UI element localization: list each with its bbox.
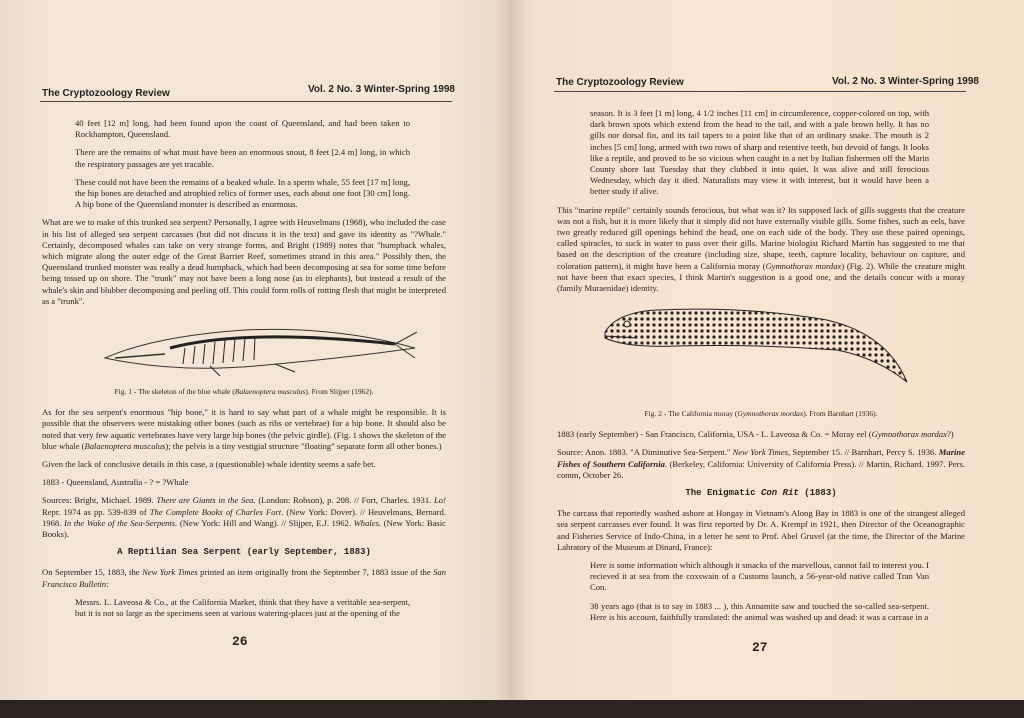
italic-text: There are Giants in the Sea.: [156, 495, 256, 506]
blue-whale-skeleton-figure: [95, 318, 425, 388]
body-text-bottom: [557, 408, 965, 630]
italic-text: The Complete Books of Charles Fort: [149, 506, 282, 517]
header-rule: [40, 101, 452, 102]
text-run: ); the pelvis is a tiny vestigial structure "floating" separate form all other bones.): [165, 440, 442, 451]
text-run: (New York: Basic Books).: [42, 517, 446, 540]
text-run: There are the remains of what must have been an enormous snout, 8 feet [2.4 m] long, in which the respiratory passages are yet tracable.: [75, 147, 410, 169]
paragraph: [557, 447, 965, 481]
body-text-top: [557, 108, 965, 301]
text-run: This "marine reptile" certainly sounds ferocious, but what was it? Its supposed lack of gills suggests that the creature was not a fish, but it is more likely that it simply did not have externally visible gills. Some fishes, such as eels, have two greatly reduced gill openings behind the head, one on each side of the body. They use these paired openings, called spiracles, to suck in water to pass over their gills. Marine biologist Richard Martin has suggested to me that based on the description of the creature (including size, shape, teeth, capture locality, behaviour on capture, and coloration pattern), it might have been a California moray (: [557, 204, 965, 271]
paragraph: [42, 177, 446, 211]
italic-text: Balaenoptera musculus: [84, 440, 166, 451]
text-run: 1883 (early September) - San Francisco, California, USA - L. Laveosa & Co. = Moray eel (: [557, 429, 872, 440]
header-rule: [554, 91, 966, 92]
paragraph: [42, 459, 446, 470]
italic-text: Balaenoptera musculus: [234, 387, 306, 396]
text-run: , September 15. // Barnhart, Percy S. 1936.: [788, 447, 939, 458]
italic-text: Gymnothorax mordax: [871, 429, 947, 440]
text-run: ) (Fig. 2). While the creature might not have been that exact species, I think Martin's suggestion is a good one, and the details concur with a moray (family Muraenidae) identity.: [557, 260, 966, 294]
paragraph: [42, 407, 446, 452]
text-run: Repr. 1974 as pp. 539-839 of: [42, 506, 150, 517]
figure-caption: [557, 408, 965, 419]
journal-title: The Cryptozoology Review: [556, 77, 684, 88]
paragraph: [42, 477, 446, 488]
italic-text: Lo!: [434, 495, 446, 506]
text-run: Given the lack of conclusive details in this case, a (questionable) whale identity seems a safe bet.: [42, 459, 376, 470]
text-run: season. It is 3 feet [1 m] long, 4 1/2 inches [11 cm] in circumference, copper-colored on top, with dark brown spots which extend from the head to the tail, and with a pale brown belly. It has no gills nor dorsal fin, and its tail tapers to a point like that of an ordinary snake. The mouth is 2 inches [5 cm] long, armed with two rows of sharp and retentive teeth, but devoid of fangs. It looks like a reptile, and proved to be so vicious when caught in a net by Italian fishermen off the Marin County shore last Tuesday that they clubbed it into quiet. It was alive and still ferocious Wednesday, which day it died. Naturalists may view it with interest, but it would have been a better study if alive.: [590, 108, 929, 197]
text-run: 1883 - Queensland, Australia - ? = ?Whale: [42, 477, 189, 488]
text-run: Messrs. L. Laveosa & Co., at the California Market, think that they have a veritable sea-serpent, but it is not so large as the specimens seen at various watering-places just at the opening of the: [75, 596, 410, 619]
text-run: What are we to make of this trunked sea serpent? Personally, I agree with Heuvelmans (1968), who included the case in his list of alleged sea serpent carcasses (but did not discuss it in the text) and gave its identity as "?Whale." Certainly, decomposed whales can take on very strange forms, and Bright (1989) notes that "humpback whales, which migrate along the outer edge of the Great Barrier Reef, sometimes strand in this area." Possibly then, the Queensland trunked monster was really a dead humpback, which had been decomposing at sea for some time before being tossed up on shore. The "trunk" may not have been a long nose (as in elephants), but instead a result of the whale's skin and blubber decomposing and peeling off. This could form rolls of rotting flesh that might be interpreted as a "trunk".: [42, 217, 446, 306]
italic-text: Gymnothorax mordax: [737, 409, 804, 418]
text-run: Fig. 1 - The skeleton of the blue whale (: [114, 387, 235, 396]
issue-label: Vol. 2 No. 3 Winter-Spring 1998: [832, 76, 979, 87]
section-heading: [42, 547, 446, 558]
text-run: printed an item originally from the September 7, 1883 issue of the: [197, 567, 434, 578]
text-run: ). From Barnhart (1936).: [803, 409, 878, 418]
italic-text: New York Times: [732, 447, 788, 458]
italic-text: New York Times: [142, 567, 198, 578]
section-heading: [557, 488, 965, 499]
paragraph: [557, 429, 965, 440]
journal-title: The Cryptozoology Review: [42, 88, 170, 99]
right-page-27: [512, 0, 1024, 700]
paragraph: [42, 495, 446, 540]
text-run: ). From Slijper (1962).: [305, 387, 374, 396]
italic-text: Gymnothorax mordax: [765, 260, 842, 271]
paragraph: [557, 205, 965, 295]
text-run: On September 15, 1883, the: [42, 567, 143, 578]
text-run: . (New York: Dover). // Heuvelmans, Bernard. 1968.: [42, 506, 446, 528]
issue-label: Vol. 2 No. 3 Winter-Spring 1998: [308, 84, 455, 95]
italic-text: Con Rit: [761, 488, 799, 499]
text-run: (1883): [798, 488, 837, 499]
paragraph: [557, 601, 965, 623]
text-run: 38 years ago (that is to say in 1883 ... ), this Annamite saw and touched the so-called sea-serpent. Here is his account, faithfully translated: the animal was washed up and dead: it was a carcase in a: [590, 600, 929, 622]
text-run: . (Berkeley, California: University of California Press). // Martin, Richard. 1997. Pers. comm, October 26.: [557, 458, 965, 480]
paragraph: [42, 118, 446, 140]
text-run: The Enigmatic: [685, 488, 761, 499]
page-number: 26: [232, 634, 248, 649]
text-run: Source: Anon. 1883. "A Diminutive Sea-Serpent.": [557, 447, 733, 458]
italic-text: Marine Fishes of Southern California: [557, 447, 966, 469]
text-run: These could not have been the remains of a beaked whale. In a sperm whale, 55 feet [17 m] long, the hip bones are detached and atrophied relics of former uses, each about one foot [30 cm] long. A hip bone of the Queensland monster is described as enormous.: [75, 176, 410, 210]
text-run: 40 feet [12 m] long, had been found upon the coast of Queensland, and had been taken to Rockhampton, Queensland.: [75, 118, 410, 140]
text-run: ?): [946, 429, 954, 440]
california-moray-figure: [597, 298, 917, 398]
paragraph: [42, 567, 446, 589]
body-text-bottom: [42, 386, 446, 626]
page-number: 27: [752, 640, 768, 655]
text-run: Here is some information which although it smacks of the marvellous, cannot fail to interest you. I recieved it at sea from the coxswain of a Customs launch, a 56-year-old native called Tran Van Con.: [590, 560, 929, 593]
paragraph: [42, 217, 446, 307]
paragraph: [557, 108, 965, 198]
paragraph: [42, 147, 446, 169]
text-run: The carcass that reportedly washed ashore at Hongay in Vietnam's Along Bay in 1883 is one of the strangest alleged sea serpent carcasses ever found. It was first reported by Dr. A. Krempf in 1921, then Director of the Oceanographic and Fisheries Service of Indo-China, in a letter he sent to Prof. Abel Gruvel (at the time, the Director of the Marine Labratory of the Museum at Dinard, France):: [557, 508, 965, 552]
paragraph: [557, 560, 965, 594]
left-page-26: [0, 0, 512, 700]
text-run: (London: Robson), p. 208. // Fort, Charles. 1931.: [255, 495, 435, 506]
text-run: (New York: Hill and Wang). // Slijper, E.J. 1962.: [177, 517, 354, 528]
paragraph: [42, 597, 446, 619]
italic-text: Whales.: [353, 517, 382, 528]
text-run: A Reptilian Sea Serpent (early September, 1883): [117, 547, 371, 558]
italic-text: In the Wake of the Sea-Serpents.: [63, 517, 178, 528]
paragraph: [557, 508, 965, 553]
figure-caption: [42, 386, 446, 397]
italic-text: San Francisco Bulletin:: [42, 567, 446, 589]
text-run: Fig. 2 - The California moray (: [644, 409, 738, 418]
text-run: Sources: Bright, Michael. 1989.: [42, 495, 157, 506]
text-run: As for the sea serpent's enormous "hip bone," it is hard to say what part of a whale might be responsible. It is possible that the observers were mistaking other bones (such as ribs or vertebrae) for a hip bone. It should also be noted that very few aquatic vertebrates have very large hip bones (the pelvic girdle). (Fig. 1 shows the skeleton of the blue whale (: [42, 407, 446, 451]
body-text-top: [42, 118, 446, 314]
